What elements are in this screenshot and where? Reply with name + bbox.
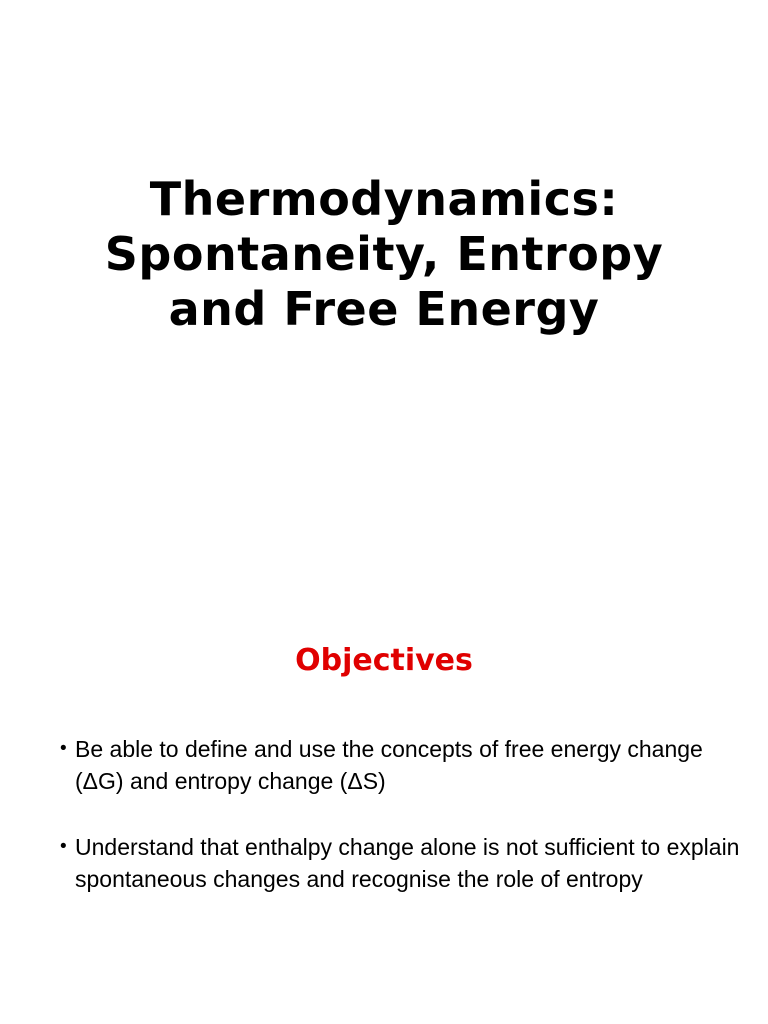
bullet-icon: • <box>60 738 67 759</box>
list-item <box>60 831 740 895</box>
bullet-icon: • <box>60 836 67 857</box>
objective-text: Understand that enthalpy change alone is not sufficient to explain spontaneous changes and recognise the role of entropy <box>75 834 740 892</box>
list-item <box>60 733 740 797</box>
slide-title <box>0 172 768 337</box>
objective-text: Be able to define and use the concepts of free energy change (ΔG) and entropy change (ΔS) <box>75 736 703 794</box>
title-line: and Free Energy <box>168 282 600 336</box>
title-line: Spontaneity, Entropy <box>104 227 664 281</box>
objectives-list <box>60 733 740 929</box>
title-line: Thermodynamics: <box>149 172 619 226</box>
objectives-heading: Objectives <box>295 643 473 678</box>
